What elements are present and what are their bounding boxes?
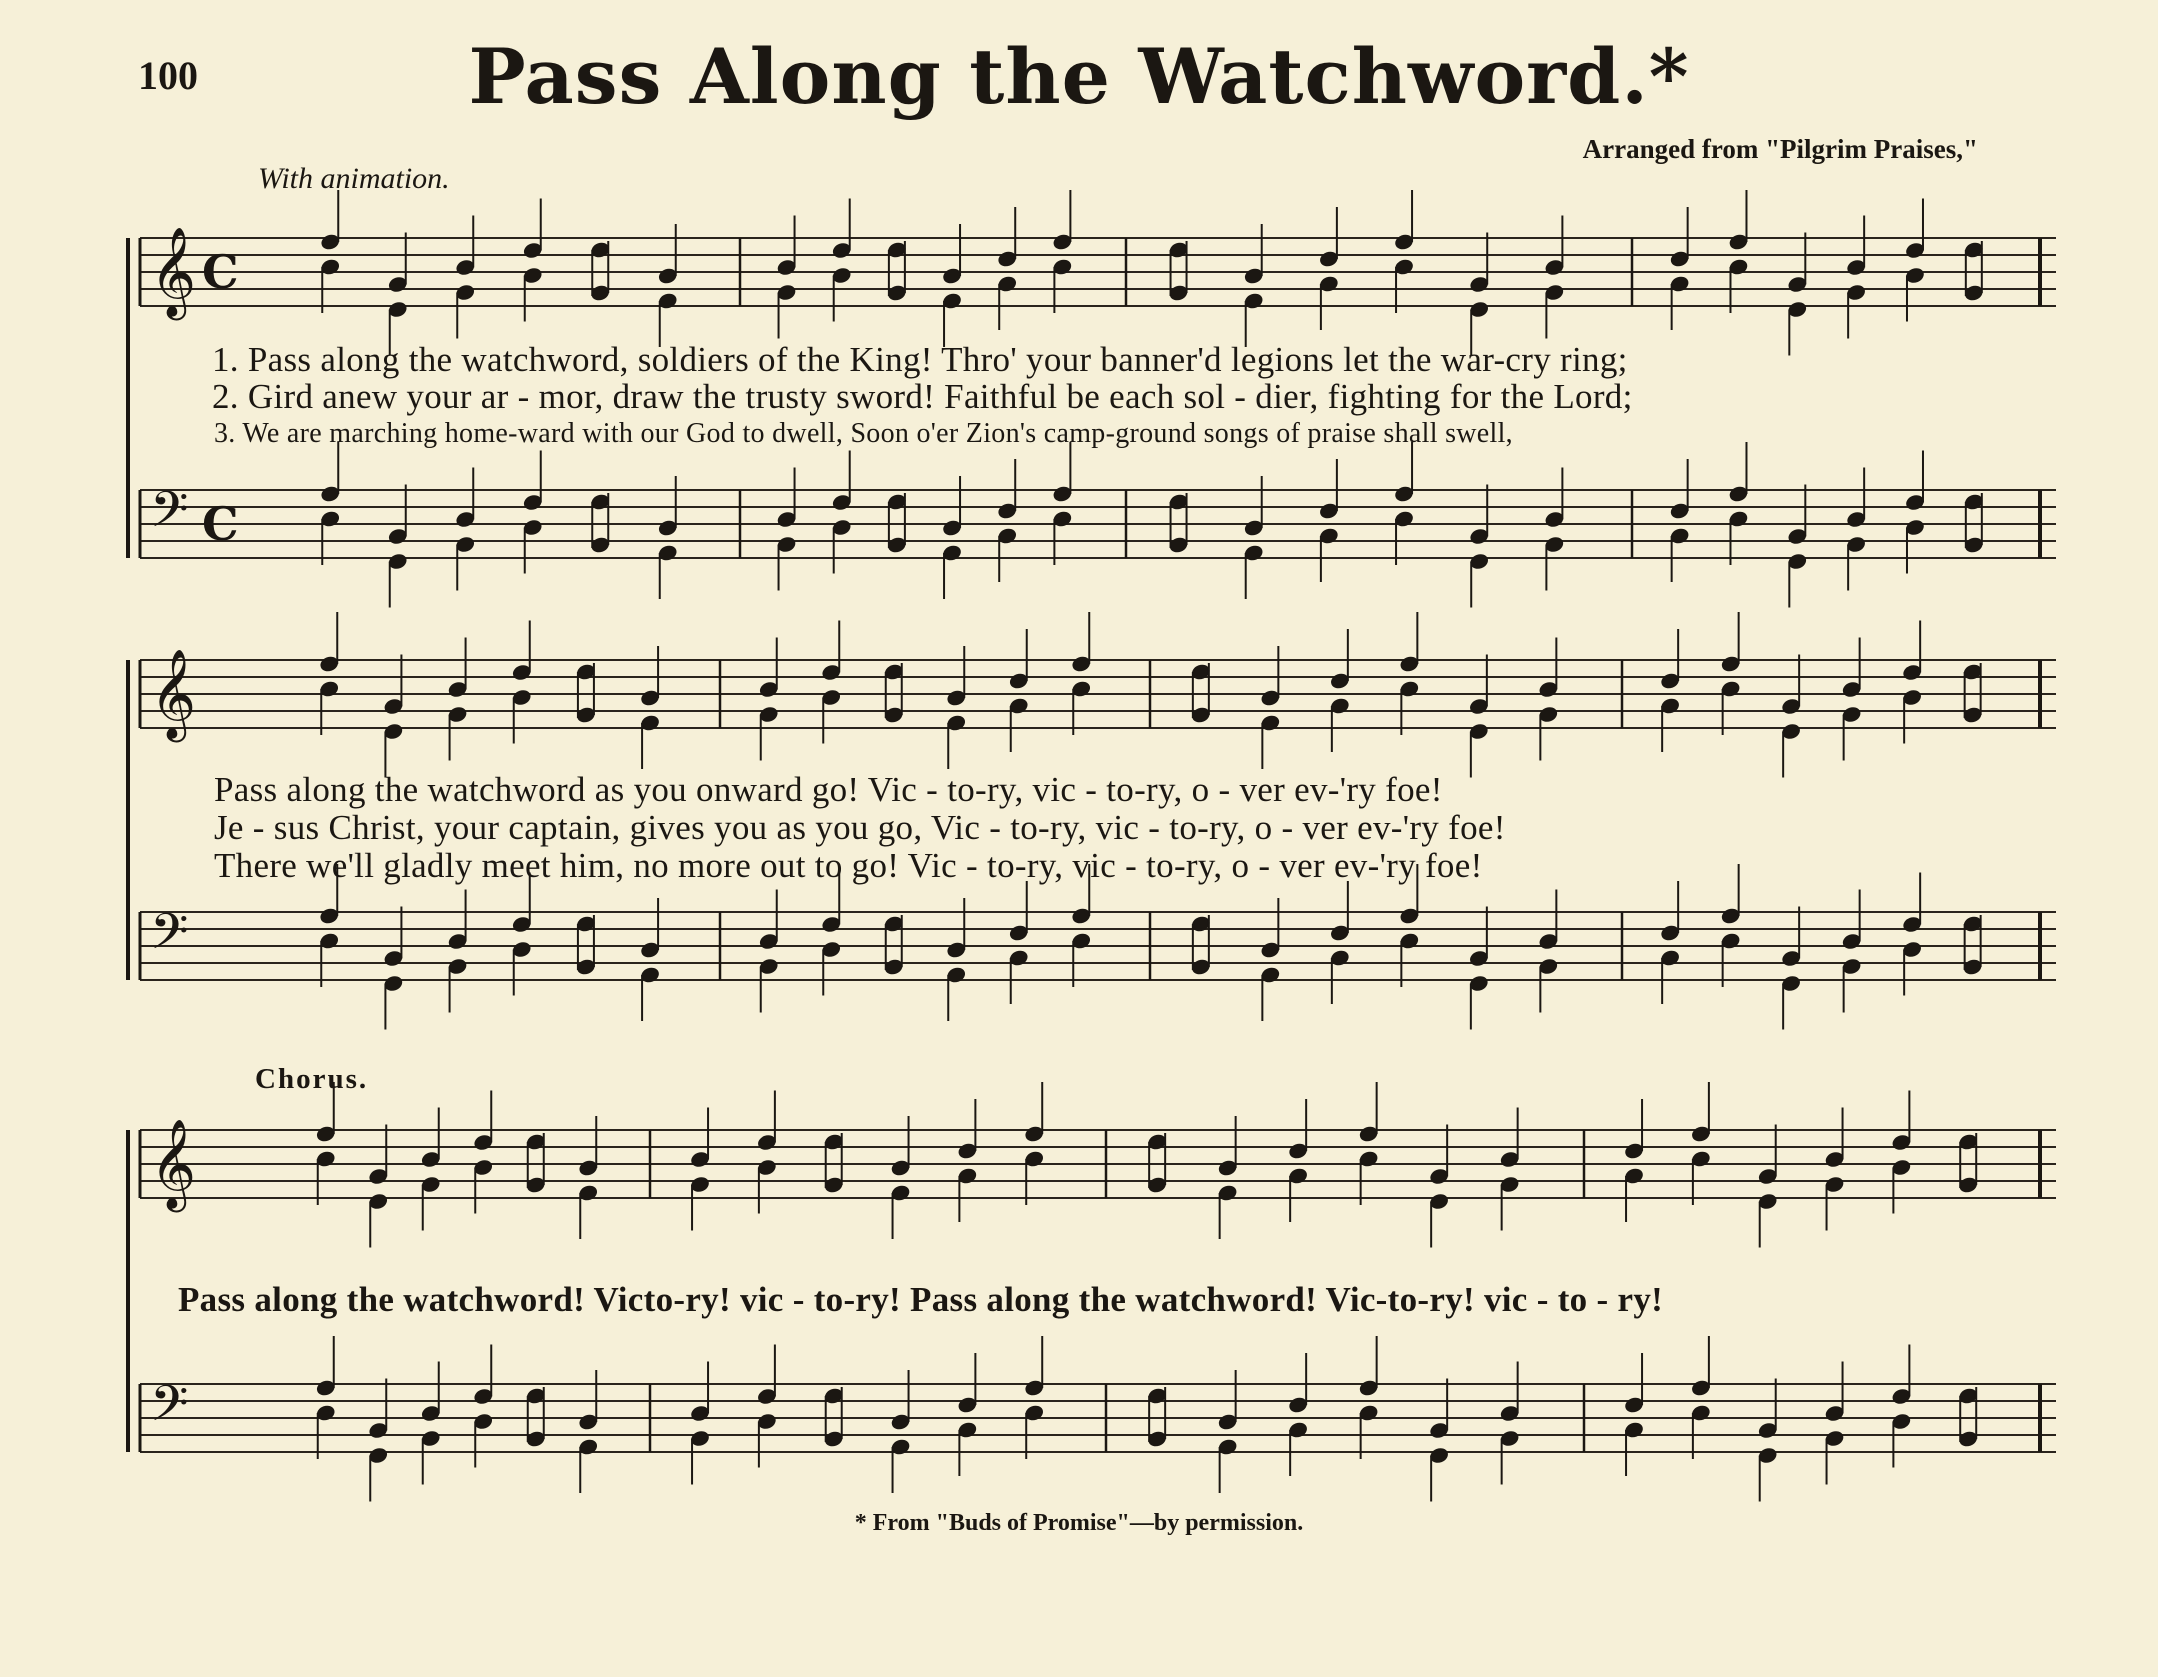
chorus-label: Chorus. — [255, 1063, 369, 1095]
system-2-verse-2: Je - sus Christ, your captain, gives you as you go, Vic - to-ry, vic - to-ry, o - ver ev-'ry foe! — [214, 808, 1506, 847]
system-1-verse-3: 3. We are marching home-ward with our God to dwell, Soon o'er Zion's camp-ground songs of praise shall swell, — [214, 418, 1513, 449]
tempo-marking: With animation. — [258, 162, 450, 195]
system-1-verse-2: 2. Gird anew your ar - mor, draw the trusty sword! Faithful be each sol - dier, fighting for the Lord; — [212, 377, 1633, 416]
common-time: C — [202, 497, 239, 551]
chorus-lyric: Pass along the watchword! Victo-ry! vic - to-ry! Pass along the watchword! Vic-to-ry! vic - to - ry! — [178, 1280, 1664, 1319]
bass-clef: 𝄢 — [150, 481, 189, 551]
system-2-verse-3: There we'll gladly meet him, no more out to go! Vic - to-ry, vic - to-ry, o - ver ev-'ry foe! — [214, 846, 1483, 885]
treble-clef: 𝄞 — [150, 227, 197, 317]
treble-clef: 𝄞 — [150, 1119, 197, 1209]
treble-clef: 𝄞 — [150, 649, 197, 739]
bass-clef: 𝄢 — [150, 1375, 189, 1445]
system-1-verse-1: 1. Pass along the watchword, soldiers of the King! Thro' your banner'd legions let the war-cry ring; — [212, 340, 1628, 379]
hymn-title: Pass Along the Watchword.* — [468, 32, 1690, 121]
bass-clef: 𝄢 — [150, 903, 189, 973]
common-time: C — [202, 245, 239, 299]
page-number: 100 — [138, 53, 198, 98]
footnote: * From "Buds of Promise"—by permission. — [854, 1510, 1304, 1536]
system-2-verse-1: Pass along the watchword as you onward go! Vic - to-ry, vic - to-ry, o - ver ev-'ry foe! — [214, 770, 1443, 809]
arranger-credit: Arranged from "Pilgrim Praises," — [1582, 134, 1978, 164]
